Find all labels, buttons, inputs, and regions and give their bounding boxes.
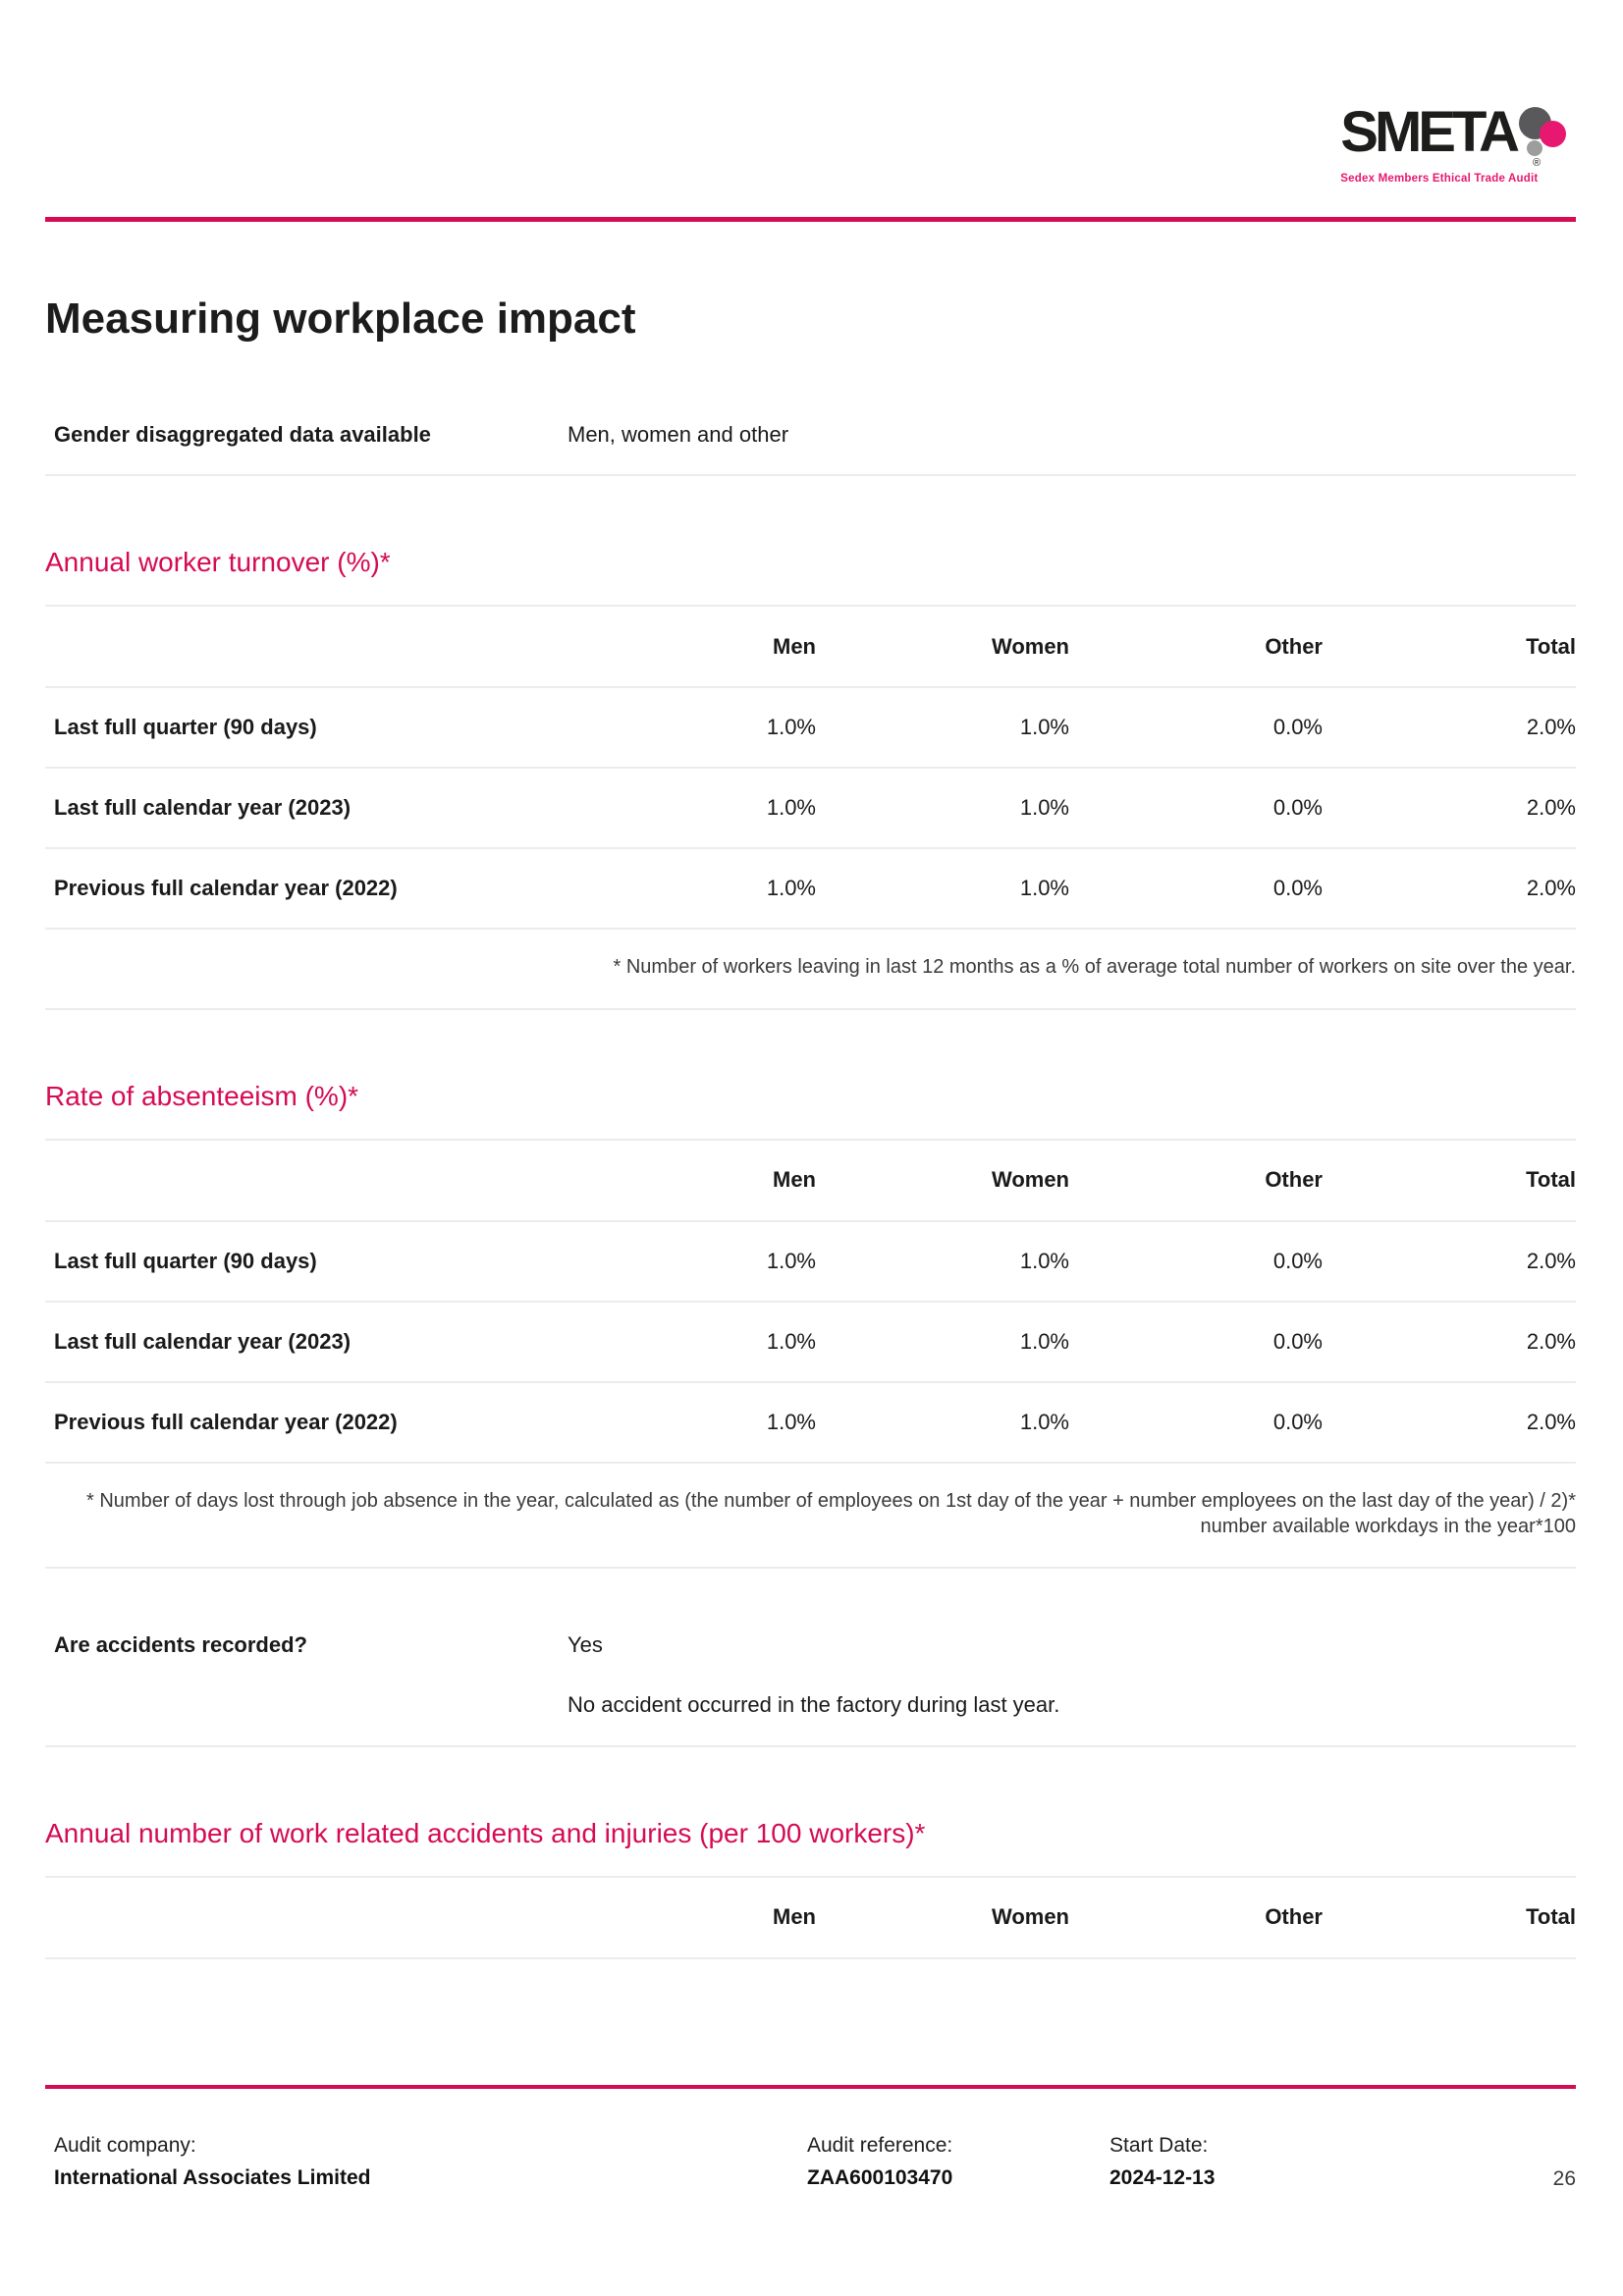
value-cell: 1.0%	[563, 1382, 816, 1463]
footer-divider-rule	[45, 2085, 1576, 2089]
section-annual-worker-turnover	[45, 545, 1576, 1009]
value-cell: 1.0%	[563, 687, 816, 768]
col-header-women: Women	[816, 607, 1069, 687]
col-header-other: Other	[1069, 1878, 1323, 1958]
turnover-table	[45, 607, 1576, 930]
value-cell: 1.0%	[816, 768, 1069, 848]
value-cell: 2.0%	[1323, 1382, 1576, 1463]
section-heading: Annual worker turnover (%)*	[45, 545, 1576, 607]
accidents-injuries-table	[45, 1878, 1576, 1959]
gender-data-row	[45, 421, 1576, 477]
value-cell: 1.0%	[816, 1302, 1069, 1382]
section-rate-of-absenteeism	[45, 1079, 1576, 1570]
value-cell: 1.0%	[816, 687, 1069, 768]
audit-reference-label: Audit reference:	[807, 2134, 953, 2157]
accidents-recorded-block	[45, 1631, 1576, 1746]
empty-header-cell	[45, 1141, 563, 1221]
col-header-men: Men	[563, 1141, 816, 1221]
audit-company-value: International Associates Limited	[54, 2166, 371, 2190]
value-cell: 1.0%	[816, 848, 1069, 929]
value-cell: 2.0%	[1323, 848, 1576, 929]
value-cell: 0.0%	[1069, 1382, 1323, 1463]
value-cell: 0.0%	[1069, 848, 1323, 929]
audit-reference-value: ZAA600103470	[807, 2166, 953, 2190]
value-cell: 1.0%	[816, 1382, 1069, 1463]
footer-audit-company	[54, 2132, 370, 2192]
footer-audit-reference	[807, 2132, 952, 2192]
value-cell: 2.0%	[1323, 687, 1576, 768]
table-row	[45, 1302, 1576, 1382]
col-header-women: Women	[816, 1141, 1069, 1221]
table-row	[45, 687, 1576, 768]
value-cell: 2.0%	[1323, 1221, 1576, 1302]
col-header-other: Other	[1069, 1141, 1323, 1221]
footer-start-date	[1109, 2132, 1215, 2192]
start-date-value: 2024-12-13	[1109, 2166, 1216, 2190]
col-header-total: Total	[1323, 1878, 1576, 1958]
value-cell: 1.0%	[563, 1221, 816, 1302]
page-number: 26	[1552, 2167, 1576, 2190]
accidents-note-row	[45, 1691, 1576, 1720]
col-header-other: Other	[1069, 607, 1323, 687]
page-title: Measuring workplace impact	[45, 294, 636, 343]
smeta-logo-tagline: Sedex Members Ethical Trade Audit	[1340, 173, 1539, 185]
empty-header-cell	[45, 1878, 563, 1958]
value-cell: 1.0%	[563, 768, 816, 848]
row-label: Previous full calendar year (2022)	[45, 1382, 563, 1463]
accidents-question-row	[45, 1631, 1576, 1660]
col-header-total: Total	[1323, 1141, 1576, 1221]
value-cell: 0.0%	[1069, 687, 1323, 768]
value-cell: 0.0%	[1069, 1302, 1323, 1382]
gender-data-label: Gender disaggregated data available	[54, 421, 431, 447]
smeta-logo-dots-icon	[1518, 104, 1571, 173]
smeta-logo-wordmark: SMETA	[1340, 100, 1516, 164]
smeta-logo	[1340, 100, 1571, 185]
page-footer	[45, 2132, 1576, 2220]
table-row	[45, 1221, 1576, 1302]
col-header-total: Total	[1323, 607, 1576, 687]
value-cell: 1.0%	[563, 848, 816, 929]
table-row	[45, 848, 1576, 929]
col-header-women: Women	[816, 1878, 1069, 1958]
row-label: Last full calendar year (2023)	[45, 768, 563, 848]
header-divider-rule	[45, 217, 1576, 222]
accidents-answer: Yes	[568, 1632, 603, 1658]
empty-header-cell	[45, 607, 563, 687]
section-heading: Rate of absenteeism (%)*	[45, 1079, 1576, 1141]
start-date-label: Start Date:	[1109, 2134, 1209, 2157]
empty-label-spacer	[45, 1691, 568, 1720]
col-header-men: Men	[563, 1878, 816, 1958]
section-heading: Annual number of work related accidents and injuries (per 100 workers)*	[45, 1816, 1576, 1878]
gender-data-value: Men, women and other	[568, 421, 789, 447]
col-header-men: Men	[563, 607, 816, 687]
row-label: Last full calendar year (2023)	[45, 1302, 563, 1382]
row-label: Last full quarter (90 days)	[45, 687, 563, 768]
accidents-note: No accident occurred in the factory during last year.	[568, 1691, 1060, 1717]
table-row	[45, 1382, 1576, 1463]
row-label: Last full quarter (90 days)	[45, 1221, 563, 1302]
value-cell: 1.0%	[563, 1302, 816, 1382]
row-label: Previous full calendar year (2022)	[45, 848, 563, 929]
table-header-row	[45, 607, 1576, 687]
audit-company-label: Audit company:	[54, 2134, 196, 2157]
table-header-row	[45, 1878, 1576, 1958]
registered-trademark-symbol: ®	[1533, 157, 1542, 169]
value-cell: 0.0%	[1069, 768, 1323, 848]
accidents-question-label: Are accidents recorded?	[54, 1632, 307, 1658]
logo-dot-gray-icon	[1527, 140, 1542, 156]
section-accidents-and-injuries	[45, 1816, 1576, 1959]
absenteeism-table	[45, 1141, 1576, 1464]
turnover-footnote: * Number of workers leaving in last 12 months as a % of average total number of workers on site over the year.	[45, 930, 1576, 1009]
value-cell: 0.0%	[1069, 1221, 1323, 1302]
logo-dot-pink-icon	[1540, 121, 1566, 147]
table-row	[45, 768, 1576, 848]
value-cell: 2.0%	[1323, 768, 1576, 848]
value-cell: 2.0%	[1323, 1302, 1576, 1382]
absenteeism-footnote: * Number of days lost through job absence in the year, calculated as (the number of employees on 1st day of the year + number employees on the last day of the year) / 2)* number available workdays in the year*100	[45, 1464, 1576, 1570]
value-cell: 1.0%	[816, 1221, 1069, 1302]
table-header-row	[45, 1141, 1576, 1221]
